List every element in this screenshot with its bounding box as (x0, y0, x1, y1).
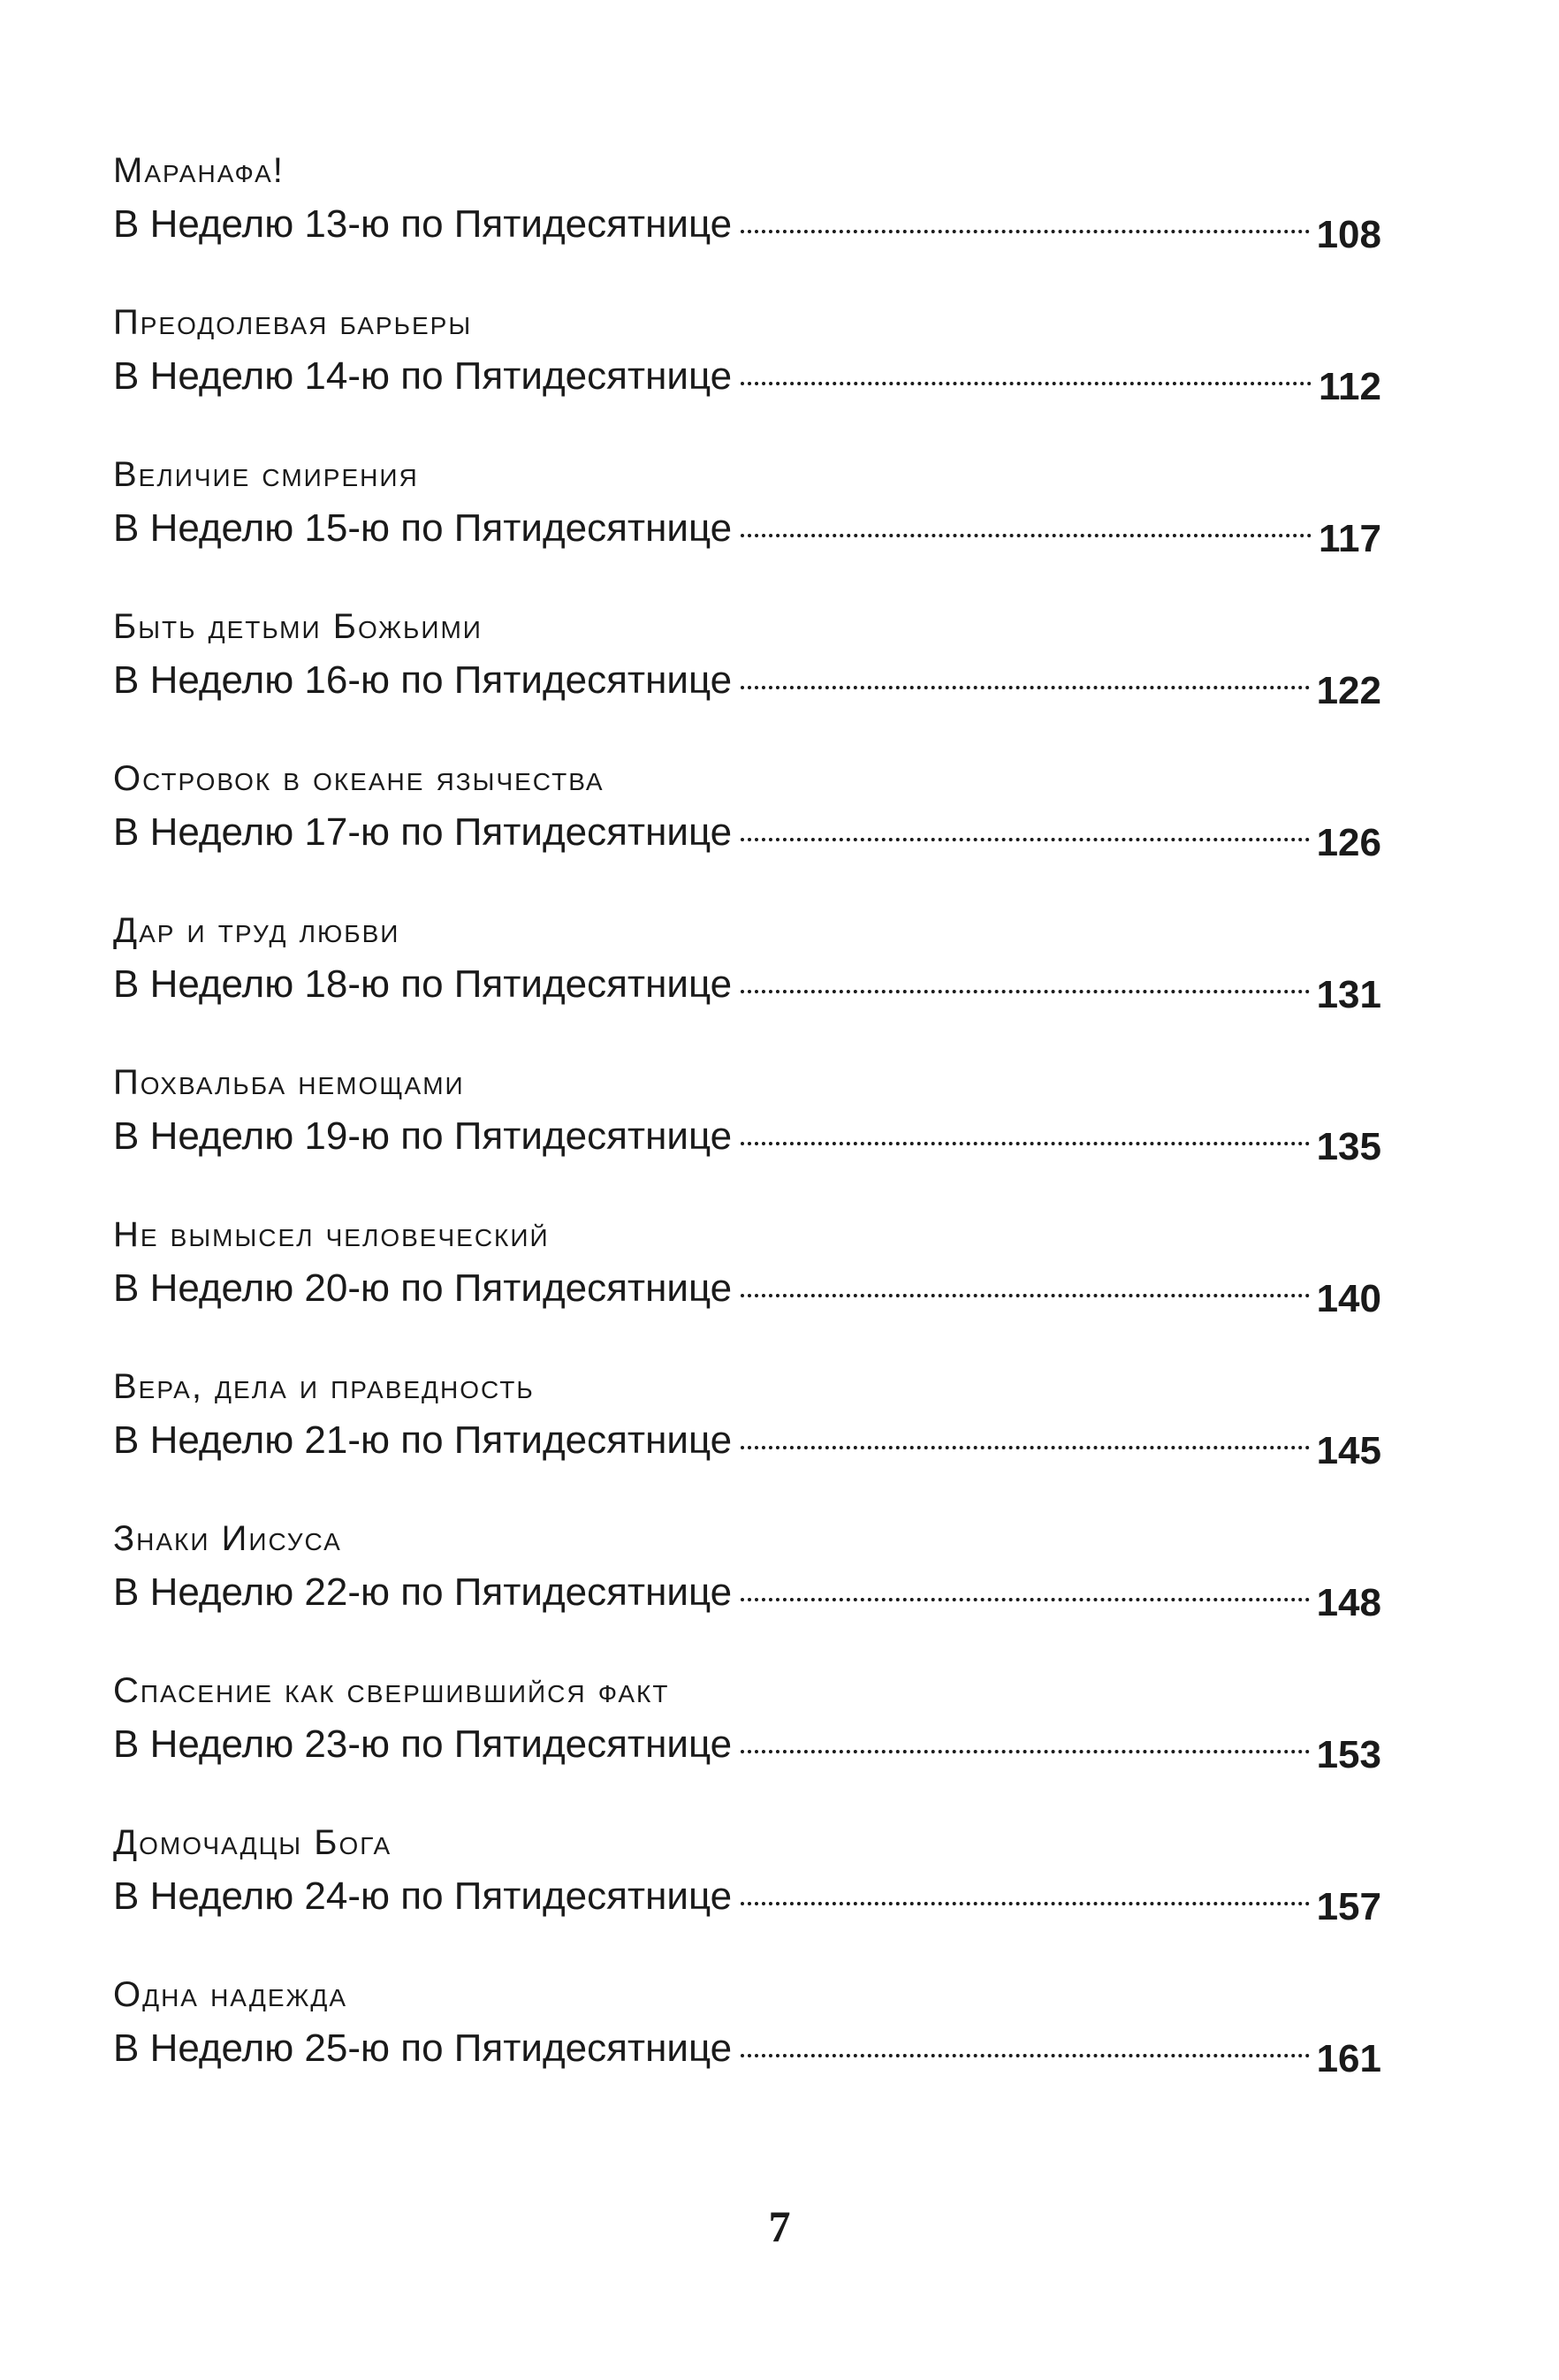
toc-entry-page: 140 (1316, 1277, 1381, 1320)
dot-leader (741, 382, 1312, 385)
toc-entry-title: Вера, дела и праведность (113, 1367, 535, 1406)
toc-entry-page: 135 (1316, 1125, 1381, 1168)
toc-entry-subtitle: В Неделю 19-ю по Пятидесятнице (113, 1114, 733, 1158)
toc-entry-subtitle: В Неделю 17-ю по Пятидесятнице (113, 810, 733, 854)
toc-entry-row (113, 502, 1381, 560)
toc-entry-page: 112 (1319, 365, 1381, 408)
toc-entry-row (113, 958, 1381, 1016)
toc-entry[interactable] (113, 148, 1381, 300)
toc-entry-title: Островок в океане язычества (113, 759, 605, 798)
dot-leader (741, 838, 1309, 841)
toc-entry-title: Похвальба немощами (113, 1063, 465, 1102)
toc-entry-page: 145 (1316, 1429, 1381, 1472)
toc-entry-subtitle: В Неделю 15-ю по Пятидесятнице (113, 506, 733, 550)
toc-entry-row (113, 2022, 1381, 2080)
dot-leader (741, 1598, 1309, 1601)
dot-leader (741, 1294, 1309, 1297)
toc-entry-subtitle: В Неделю 13-ю по Пятидесятнице (113, 202, 733, 246)
toc-entry-title: Преодолевая барьеры (113, 303, 473, 342)
toc-entry-subtitle: В Неделю 14-ю по Пятидесятнице (113, 354, 733, 398)
dot-leader (741, 1446, 1309, 1449)
toc-entry-row (113, 654, 1381, 712)
dot-leader (741, 990, 1309, 993)
dot-leader (741, 2054, 1309, 2057)
toc-entry-title: Домочадцы Бога (113, 1823, 392, 1862)
toc-entry-page: 126 (1316, 821, 1381, 864)
toc-entry-row (113, 350, 1381, 408)
dot-leader (741, 686, 1309, 689)
toc-entry-subtitle: В Неделю 16-ю по Пятидесятнице (113, 658, 733, 702)
toc-entry-page: 148 (1316, 1581, 1381, 1624)
toc-entry-page: 161 (1316, 2037, 1381, 2080)
toc-entry-row (113, 1110, 1381, 1168)
toc-entry-page: 153 (1316, 1733, 1381, 1776)
toc-entry-subtitle: В Неделю 23-ю по Пятидесятнице (113, 1722, 733, 1766)
toc-entry[interactable] (113, 1365, 1381, 1517)
toc-entry[interactable] (113, 1973, 1381, 2125)
toc-entry[interactable] (113, 909, 1381, 1061)
dot-leader (741, 1142, 1309, 1145)
dot-leader (741, 230, 1309, 233)
toc-entry[interactable] (113, 1213, 1381, 1365)
toc-entry-title: Величие смирения (113, 455, 419, 494)
toc-entry-row (113, 1414, 1381, 1472)
toc-entry-title: Знаки Иисуса (113, 1519, 342, 1558)
toc-entry-row (113, 198, 1381, 256)
toc-entry-title: Маранафа! (113, 151, 285, 190)
toc-entry[interactable] (113, 452, 1381, 605)
dot-leader (741, 1902, 1309, 1905)
dot-leader (741, 534, 1312, 537)
toc-entry-row (113, 1718, 1381, 1776)
toc-entry-page: 131 (1316, 973, 1381, 1016)
toc-entry-subtitle: В Неделю 25-ю по Пятидесятнице (113, 2026, 733, 2070)
page-number: 7 (768, 2201, 791, 2251)
toc-entry-title: Дар и труд любви (113, 911, 400, 950)
toc-entry[interactable] (113, 757, 1381, 909)
toc-entry-row (113, 1566, 1381, 1624)
toc-entry-row (113, 1262, 1381, 1320)
toc-entry[interactable] (113, 1669, 1381, 1821)
toc-entry-page: 108 (1316, 213, 1381, 256)
toc-entry[interactable] (113, 1061, 1381, 1213)
toc-entry-row (113, 1870, 1381, 1928)
toc-entry-title: Одна надежда (113, 1975, 348, 2014)
toc-entry-page: 122 (1316, 669, 1381, 712)
toc-entry-subtitle: В Неделю 22-ю по Пятидесятнице (113, 1570, 733, 1614)
table-of-contents (113, 148, 1381, 2125)
dot-leader (741, 1750, 1309, 1753)
toc-entry[interactable] (113, 1517, 1381, 1669)
toc-entry-subtitle: В Неделю 21-ю по Пятидесятнице (113, 1418, 733, 1462)
toc-entry-title: Быть детьми Божьими (113, 607, 483, 646)
toc-entry-subtitle: В Неделю 18-ю по Пятидесятнице (113, 962, 733, 1006)
toc-entry-title: Спасение как свершившийся факт (113, 1671, 670, 1710)
toc-entry-subtitle: В Неделю 20-ю по Пятидесятнице (113, 1266, 733, 1310)
toc-entry[interactable] (113, 605, 1381, 757)
toc-entry[interactable] (113, 1821, 1381, 1973)
toc-entry-subtitle: В Неделю 24-ю по Пятидесятнице (113, 1874, 733, 1918)
toc-entry-title: Не вымысел человеческий (113, 1215, 550, 1254)
toc-entry-page: 157 (1316, 1885, 1381, 1928)
toc-entry-row (113, 806, 1381, 864)
toc-entry-page: 117 (1319, 517, 1381, 560)
toc-entry[interactable] (113, 300, 1381, 452)
